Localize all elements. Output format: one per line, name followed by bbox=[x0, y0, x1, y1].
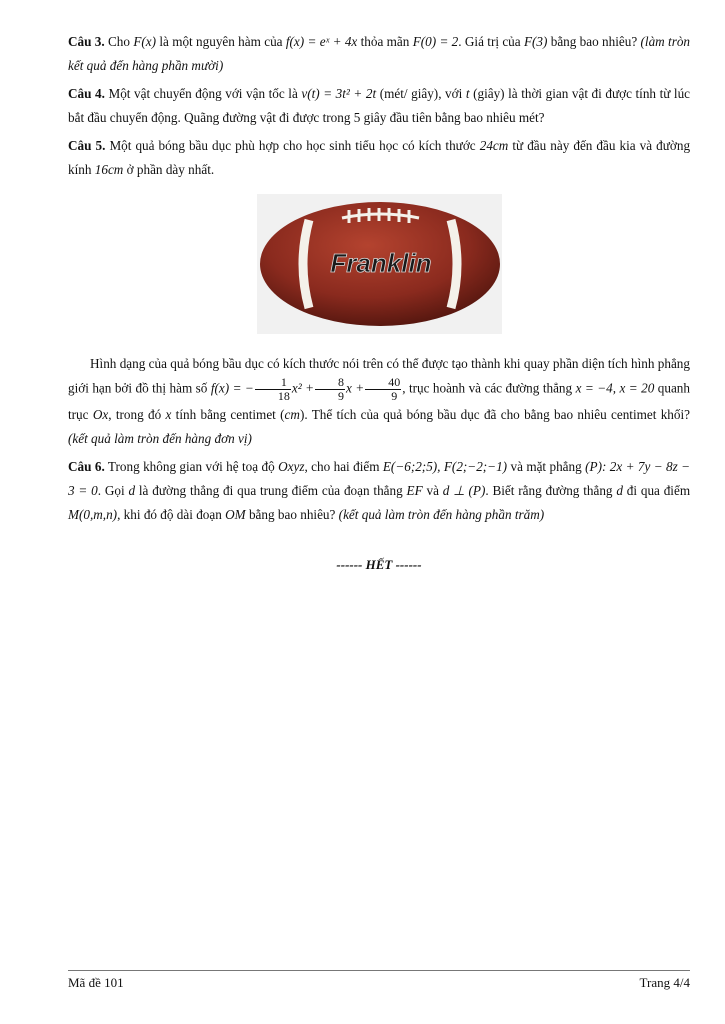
question-5: Câu 5. Một quả bóng bầu dục phù hợp cho học sinh tiểu học có kích thước 24cm từ đầu này đến đầu kia và đường kính 16cm ở phần dày nhất. bbox=[68, 138, 691, 177]
math-axis: Ox bbox=[92, 407, 109, 422]
math-system: Oxyz bbox=[278, 459, 305, 474]
math-f-expression: f(x) = eˣ + 4x bbox=[285, 34, 358, 49]
math-plane: (P): 2x + 7y − 8z − 3 = 0 bbox=[68, 459, 691, 498]
question-5-body: Hình dạng của quả bóng bầu dục có kích thước nói trên có thể được tạo thành khi quay phần diện tích hình phẳng giới hạn bởi đồ thị hàm số f(x) = − $\frac{1}{18}$ x² + $\frac{8}{9}$ x + $\frac{40}{9}$ , trục hoành và các đường thẳng x = −4, x = 20 quanh trục Ox, trong đó x tính bằng centimet (cm). Thể tích của quả bóng bầu dục đã cho bằng bao nhiêu centimet khối? (kết quả làm tròn đến hàng đơn vị) bbox=[68, 356, 690, 446]
question-label: Câu 5. bbox=[68, 138, 106, 153]
math-condition: F(0) = 2 bbox=[412, 34, 459, 49]
question-4: Câu 4. Một vật chuyển động với vận tốc là v(t) = 3t² + 2t (mét/ giây), với t (giây) là thời gian vật đi được tính từ lúc bắt đầu chuyển động. Quãng đường vật đi được trong 5 giây đầu tiên bằng bao nhiêu mét? bbox=[68, 86, 691, 125]
math-diameter: 16cm bbox=[94, 162, 124, 177]
fraction-40-9: $\frac{40}{9}$ bbox=[365, 376, 401, 403]
page-footer bbox=[68, 970, 690, 991]
football-image bbox=[257, 194, 502, 334]
math-points: E(−6;2;5), F(2;−2;−1) bbox=[382, 459, 508, 474]
fraction-1-18: $\frac{1}{18}$ bbox=[255, 376, 291, 403]
math-F-3: F(3) bbox=[523, 34, 548, 49]
ball-laces bbox=[349, 208, 409, 223]
rounding-note: (kết quả làm tròn đến hàng đơn vị) bbox=[68, 431, 252, 446]
math-F-x: F(x) bbox=[133, 34, 157, 49]
math-lines: x = −4, x = 20 bbox=[575, 380, 655, 396]
math-x: x bbox=[165, 407, 172, 422]
rounding-note: (kết quả làm tròn đến hàng phần trăm) bbox=[338, 507, 545, 522]
math-d: d bbox=[128, 483, 136, 498]
football-figure bbox=[68, 194, 690, 338]
football-drawing bbox=[257, 194, 502, 334]
math-d: d bbox=[616, 483, 623, 498]
question-6: Câu 6. Trong không gian với hệ toạ độ Oxyz, cho hai điểm E(−6;2;5), F(2;−2;−1) và mặt phẳng (P): 2x + 7y − 8z − 3 = 0. Gọi d là đường thẳng đi qua trung điểm của đoạn thẳng EF và d ⊥ (P). Biết rằng đường thẳng d đi qua điểm M(0,m,n), khi đó độ dài đoạn OM bằng bao nhiêu? (kết quả làm tròn đến hàng phần trăm) bbox=[68, 459, 691, 522]
ball-brand-logo: Franklin bbox=[329, 248, 432, 278]
math-OM: OM bbox=[225, 507, 246, 522]
math-perp: d ⊥ (P) bbox=[442, 483, 486, 498]
math-EF: EF bbox=[406, 483, 423, 498]
fraction-8-9: $\frac{8}{9}$ bbox=[315, 376, 345, 403]
math-t: t bbox=[465, 86, 470, 101]
end-marker: ------ HẾT ------ bbox=[336, 557, 422, 572]
question-label: Câu 3. bbox=[68, 34, 105, 49]
question-3: Câu 3. Cho F(x) là một nguyên hàm của f(x) = eˣ + 4x thỏa mãn F(0) = 2. Giá trị của F(3) bằng bao nhiêu? (làm tròn kết quả đến hàng phần mười) bbox=[68, 34, 691, 73]
math-f-lhs: f(x) = − bbox=[210, 380, 254, 396]
math-velocity: v(t) = 3t² + 2t bbox=[301, 86, 377, 101]
math-unit: cm bbox=[284, 407, 300, 422]
exam-code: Mã đề 101 bbox=[68, 975, 124, 990]
math-M: M(0,m,n) bbox=[68, 507, 118, 522]
rounding-note: (làm tròn kết quả đến hàng phần mười) bbox=[68, 34, 691, 73]
question-label: Câu 4. bbox=[68, 86, 105, 101]
math-length: 24cm bbox=[479, 138, 509, 153]
exam-page bbox=[68, 30, 690, 573]
page-number: Trang 4/4 bbox=[639, 975, 690, 990]
question-label: Câu 6. bbox=[68, 459, 105, 474]
